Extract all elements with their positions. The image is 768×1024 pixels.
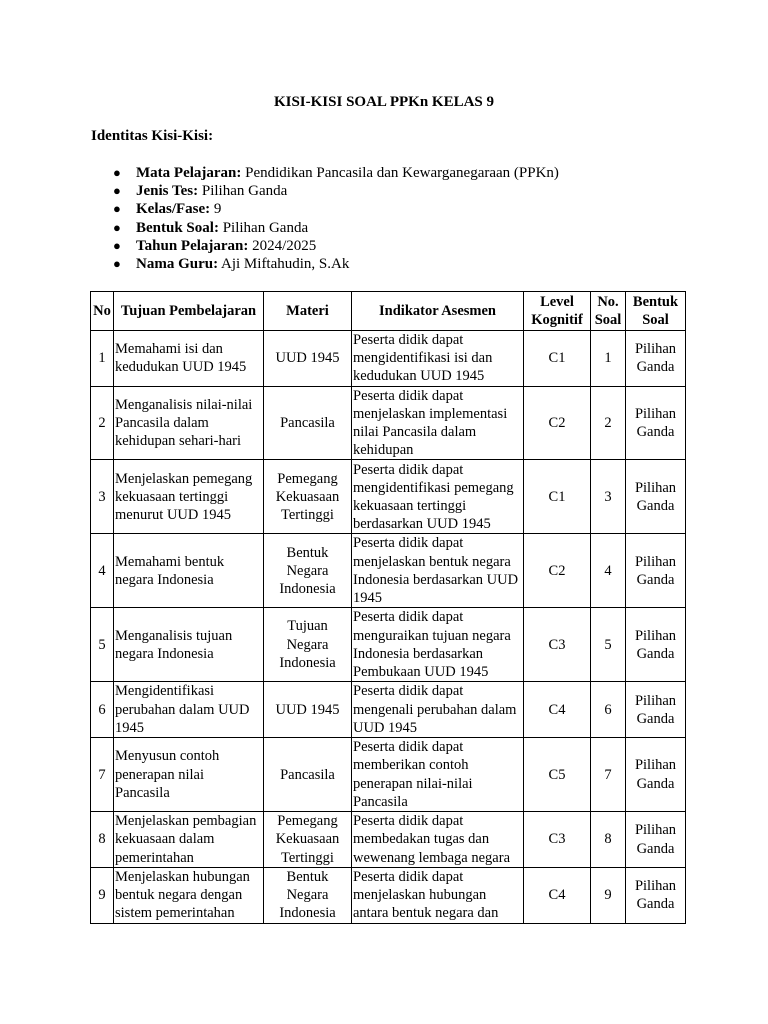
cell-tujuan: Memahami isi dan kedudukan UUD 1945 [114, 331, 264, 387]
table-row [91, 608, 686, 682]
header-bentuk [626, 292, 686, 331]
cell-no: 7 [91, 738, 114, 812]
cell-no: 8 [91, 812, 114, 868]
cell-soal: 1 [591, 331, 626, 387]
table-row [91, 738, 686, 812]
cell-level: C1 [524, 331, 591, 387]
cell-level: C4 [524, 868, 591, 924]
table-row [91, 682, 686, 738]
cell-soal: 6 [591, 682, 626, 738]
identity-value: Pendidikan Pancasila dan Kewarganegaraan (PPKn) [241, 165, 559, 181]
header-materi: Materi [264, 292, 352, 331]
table-row [91, 386, 686, 460]
header-level-line2: Kognitif [531, 312, 583, 328]
header-bentuk-line2: Soal [642, 312, 669, 328]
cell-bentuk: Pilihan Ganda [626, 608, 686, 682]
identity-heading: Identitas Kisi-Kisi: [91, 128, 214, 144]
header-no: No [91, 292, 114, 331]
cell-materi: Bentuk Negara Indonesia [264, 534, 352, 608]
identity-value: Pilihan Ganda [218, 219, 309, 236]
cell-level: C4 [524, 682, 591, 738]
header-indikator: Indikator Asesmen [352, 292, 524, 331]
table-row [91, 331, 686, 387]
cell-no: 4 [91, 534, 114, 608]
identity-item-class [91, 200, 559, 218]
cell-indikator: Peserta didik dapat mengidentifikasi pemegang kekuasaan tertinggi berdasarkan UUD 1945 [352, 460, 524, 534]
cell-materi: Tujuan Negara Indonesia [264, 608, 352, 682]
cell-soal: 5 [591, 608, 626, 682]
cell-level: C1 [524, 460, 591, 534]
identity-item-school-year [91, 237, 559, 255]
table-row [91, 460, 686, 534]
cell-materi: Pancasila [264, 386, 352, 460]
cell-bentuk: Pilihan Ganda [626, 812, 686, 868]
cell-tujuan: Menyusun contoh penerapan nilai Pancasila [114, 738, 264, 812]
header-tujuan: Tujuan Pembelajaran [114, 292, 264, 331]
table-row [91, 868, 686, 924]
cell-soal: 2 [591, 386, 626, 460]
cell-bentuk: Pilihan Ganda [626, 868, 686, 924]
cell-level: C3 [524, 608, 591, 682]
bullet-icon: ● [113, 165, 121, 180]
cell-tujuan: Mengidentifikasi perubahan dalam UUD 1945 [114, 682, 264, 738]
bullet-icon: ● [113, 219, 121, 235]
cell-materi: Pancasila [264, 738, 352, 812]
cell-no: 1 [91, 331, 114, 387]
cell-level: C3 [524, 812, 591, 868]
cell-no: 6 [91, 682, 114, 738]
cell-indikator: Peserta didik dapat menjelaskan implementasi nilai Pancasila dalam kehidupan [352, 386, 524, 460]
identity-list [91, 164, 559, 273]
cell-indikator: Peserta didik dapat mengenali perubahan dalam UUD 1945 [352, 682, 524, 738]
table-row [91, 812, 686, 868]
header-bentuk-line1: Bentuk [632, 293, 679, 310]
cell-tujuan: Menjelaskan hubungan bentuk negara dengan sistem pemerintahan [114, 868, 264, 924]
cell-soal: 7 [591, 738, 626, 812]
identity-item-question-form [91, 219, 559, 237]
kisi-table [90, 291, 686, 924]
cell-tujuan: Menganalisis nilai-nilai Pancasila dalam kehidupan sehari-hari [114, 386, 264, 460]
cell-materi: UUD 1945 [264, 682, 352, 738]
identity-item-test-type [91, 182, 559, 200]
table-header-row [91, 292, 686, 331]
bullet-icon: ● [113, 183, 121, 199]
bullet-icon: ● [113, 201, 121, 217]
identity-value: 9 [210, 201, 222, 218]
cell-bentuk: Pilihan Ganda [626, 738, 686, 812]
header-no-soal [591, 292, 626, 331]
cell-materi: Pemegang Kekuasaan Tertinggi [264, 812, 352, 868]
cell-soal: 3 [591, 460, 626, 534]
cell-level: C2 [524, 534, 591, 608]
identity-key: Kelas/Fase: [136, 201, 211, 218]
cell-level: C5 [524, 738, 591, 812]
identity-item-subject [91, 164, 559, 182]
cell-soal: 9 [591, 868, 626, 924]
cell-materi: Bentuk Negara Indonesia [264, 868, 352, 924]
header-no-soal-line1: No. [597, 293, 619, 310]
cell-materi: UUD 1945 [264, 331, 352, 387]
cell-indikator: Peserta didik dapat memberikan contoh penerapan nilai-nilai Pancasila [352, 738, 524, 812]
cell-materi: Pemegang Kekuasaan Tertinggi [264, 460, 352, 534]
identity-key: Tahun Pelajaran: [136, 237, 249, 254]
cell-indikator: Peserta didik dapat menguraikan tujuan negara Indonesia berdasarkan Pembukaan UUD 1945 [352, 608, 524, 682]
cell-bentuk: Pilihan Ganda [626, 682, 686, 738]
identity-value: Aji Miftahudin, S.Ak [218, 256, 350, 273]
identity-key: Jenis Tes: [136, 183, 199, 200]
cell-indikator: Peserta didik dapat membedakan tugas dan wewenang lembaga negara [352, 812, 524, 868]
cell-no: 2 [91, 386, 114, 460]
header-level-line1: Level [540, 293, 574, 310]
cell-level: C2 [524, 386, 591, 460]
identity-value: Pilihan Ganda [198, 183, 288, 200]
cell-bentuk: Pilihan Ganda [626, 534, 686, 608]
cell-no: 5 [91, 608, 114, 682]
cell-tujuan: Menganalisis tujuan negara Indonesia [114, 608, 264, 682]
bullet-icon: ● [113, 256, 121, 272]
cell-tujuan: Menjelaskan pemegang kekuasaan tertinggi menurut UUD 1945 [114, 460, 264, 534]
cell-tujuan: Menjelaskan pembagian kekuasaan dalam pemerintahan [114, 812, 264, 868]
cell-soal: 4 [591, 534, 626, 608]
cell-bentuk: Pilihan Ganda [626, 386, 686, 460]
cell-bentuk: Pilihan Ganda [626, 460, 686, 534]
header-no-soal-line2: Soal [594, 312, 622, 328]
identity-key: Bentuk Soal: [136, 219, 219, 236]
identity-item-teacher [91, 255, 559, 273]
table-row [91, 534, 686, 608]
identity-value: 2024/2025 [248, 237, 317, 254]
cell-bentuk: Pilihan Ganda [626, 331, 686, 387]
cell-indikator: Peserta didik dapat mengidentifikasi isi dan kedudukan UUD 1945 [352, 331, 524, 387]
cell-no: 9 [91, 868, 114, 924]
cell-tujuan: Memahami bentuk negara Indonesia [114, 534, 264, 608]
identity-key: Nama Guru: [136, 256, 219, 273]
header-level [524, 292, 591, 331]
cell-indikator: Peserta didik dapat menjelaskan hubungan antara bentuk negara dan [352, 868, 524, 924]
cell-indikator: Peserta didik dapat menjelaskan bentuk negara Indonesia berdasarkan UUD 1945 [352, 534, 524, 608]
bullet-icon: ● [113, 237, 121, 253]
cell-soal: 8 [591, 812, 626, 868]
identity-key: Mata Pelajaran: [136, 165, 242, 181]
document-title: KISI-KISI SOAL PPKn KELAS 9 [273, 94, 495, 110]
cell-no: 3 [91, 460, 114, 534]
